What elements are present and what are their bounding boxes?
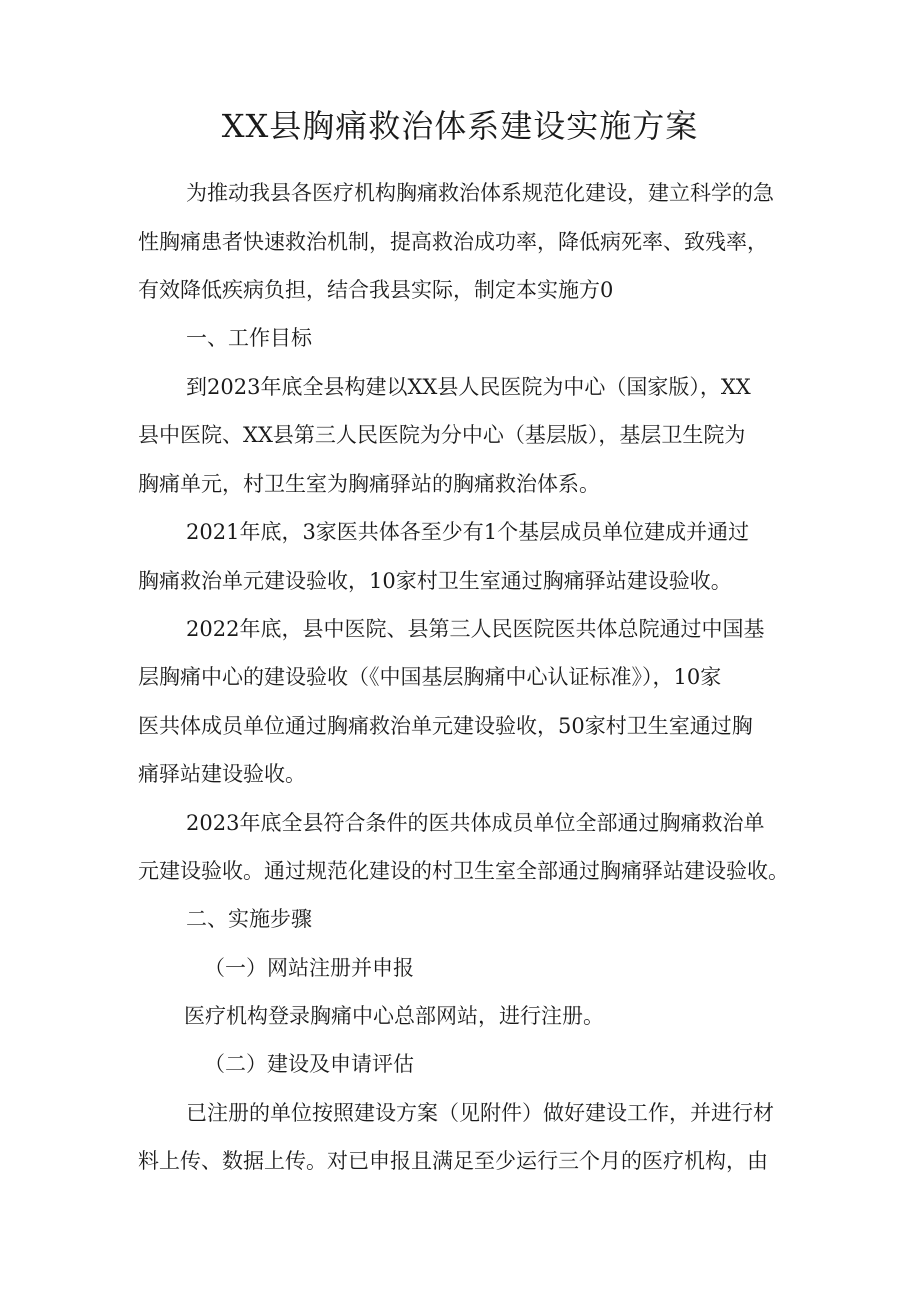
- paragraph-line: 县中医院、XX县第三人民医院为分中心（基层版），基层卫生院为: [138, 423, 746, 447]
- heading-line: 一、工作目标: [186, 326, 312, 350]
- paragraph-line: 2021年底，3家医共体各至少有1个基层成员单位建成并通过: [186, 520, 750, 544]
- paragraph-line: 已注册的单位按照建设方案（见附件）做好建设工作，并进行材: [186, 1101, 774, 1125]
- paragraph-line: 性胸痛患者快速救治机制，提高救治成功率，降低病死率、致残率，: [138, 230, 768, 254]
- paragraph-line: 医疗机构登录胸痛中心总部网站，进行注册。: [184, 1004, 604, 1028]
- paragraph-line: 2022年底，县中医院、县第三人民医院医共体总院通过中国基: [186, 617, 765, 641]
- subheading-line: （二）建设及申请评估: [204, 1052, 414, 1076]
- paragraph-line: 层胸痛中心的建设验收（《中国基层胸痛中心认证标准》），10家: [138, 665, 722, 689]
- paragraph-line: 痛驿站建设验收。: [138, 762, 306, 786]
- paragraph-line: 到2023年底全县构建以XX县人民医院为中心（国家版），XX: [186, 375, 751, 399]
- document-title: XX县胸痛救治体系建设实施方案: [221, 107, 699, 145]
- paragraph-line: 为推动我县各医疗机构胸痛救治体系规范化建设，建立科学的急: [186, 181, 774, 205]
- heading-line: 二、实施步骤: [186, 907, 312, 931]
- paragraph-line: 有效降低疾病负担，结合我县实际，制定本实施方0: [138, 278, 614, 302]
- paragraph-line: 2023年底全县符合条件的医共体成员单位全部通过胸痛救治单: [186, 811, 765, 835]
- paragraph-line: 胸痛救治单元建设验收，10家村卫生室通过胸痛驿站建设验收。: [138, 569, 732, 593]
- paragraph-line: 医共体成员单位通过胸痛救治单元建设验收，50家村卫生室通过胸: [138, 714, 753, 738]
- subheading-line: （一）网站注册并申报: [204, 956, 414, 980]
- paragraph-line: 胸痛单元，村卫生室为胸痛驿站的胸痛救治体系。: [138, 472, 600, 496]
- paragraph-line: 元建设验收。通过规范化建设的村卫生室全部通过胸痛驿站建设验收。: [138, 859, 789, 883]
- paragraph-line: 料上传、数据上传。对已申报且满足至少运行三个月的医疗机构，由: [138, 1149, 768, 1173]
